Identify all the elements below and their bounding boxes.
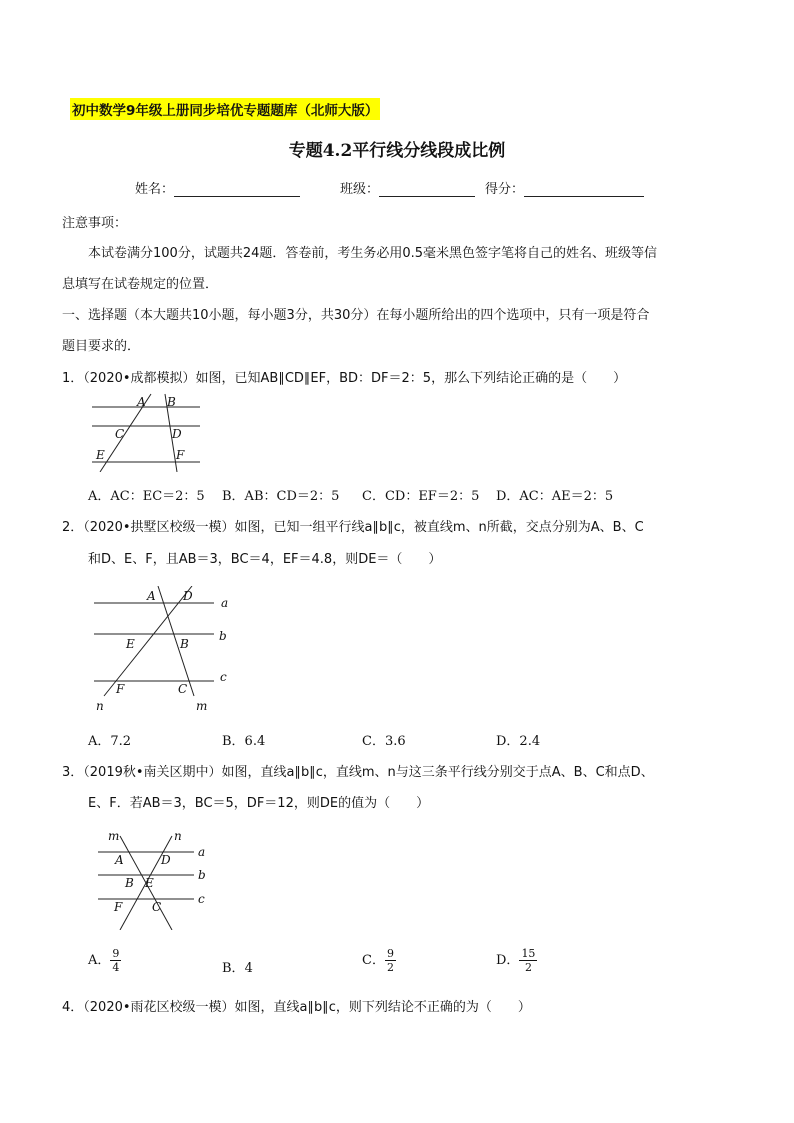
q2-option-d[interactable]: D．2.4 <box>496 734 541 749</box>
q1-label-b: B <box>167 395 176 409</box>
q3-option-c-numerator: 9 <box>386 947 394 960</box>
notice-line-1: 本试卷满分100分，试题共24题．答卷前，考生务必用0.5毫米黑色签字笔将自己的姓名、班级等信 <box>88 246 658 261</box>
q2-label-line-c: c <box>220 670 227 684</box>
page-title: 专题4.2平行线分线段成比例 <box>288 141 506 161</box>
class-field <box>340 178 475 197</box>
q3-option-c-denominator: 2 <box>386 961 394 974</box>
q2-figure <box>88 586 238 714</box>
section-heading-1: 一、选择题（本大题共10小题，每小题3分，共30分）在每小题所给出的四个选项中，只有一项是符合 <box>62 308 650 323</box>
q3-label-d: D <box>161 853 171 867</box>
q3-label-e: E <box>145 876 154 890</box>
q3-label-line-a: a <box>198 845 206 859</box>
q2-label-b: B <box>180 637 189 651</box>
q1-label-f: F <box>176 448 185 462</box>
name-field <box>135 178 300 197</box>
q3-label-line-b: b <box>198 868 206 882</box>
q2-option-a[interactable]: A．7.2 <box>88 734 132 749</box>
q2-label-line-a: a <box>221 596 229 610</box>
q3-stem-line-1: 3．（2019秋•南关区期中）如图，直线a∥b∥c，直线m、n与这三条平行线分别交于点A、B、C和点D、 <box>62 765 654 780</box>
q3-option-b[interactable] <box>222 957 253 976</box>
q3-stem-line-2: E、F．若AB＝3，BC＝5，DF＝12，则DE的值为（ ） <box>88 796 430 811</box>
q1-figure <box>86 390 216 472</box>
q3-option-d[interactable] <box>496 947 537 974</box>
q1-label-a: A <box>137 395 146 409</box>
q2-label-line-b: b <box>219 629 227 643</box>
q1-option-a[interactable]: A．AC：EC＝2：5 <box>88 489 205 504</box>
q3-label-line-c: c <box>198 892 205 906</box>
q2-label-f: F <box>116 682 125 696</box>
name-label: 姓名： <box>135 182 175 197</box>
q2-stem-line-1: 2．（2020•拱墅区校级一模）如图，已知一组平行线a∥b∥c，被直线m、n所截，交点分别为A、B、C <box>62 520 644 535</box>
q3-option-c[interactable] <box>362 947 396 974</box>
q2-stem-line-2: 和D、E、F，且AB＝3，BC＝4，EF＝4.8，则DE＝（ ） <box>88 552 442 567</box>
q1-option-c[interactable]: C．CD：EF＝2：5 <box>362 489 480 504</box>
notice-heading: 注意事项： <box>62 216 128 231</box>
q1-option-d[interactable]: D．AC：AE＝2：5 <box>496 489 614 504</box>
q3-label-n: n <box>174 829 182 843</box>
section-heading-2: 题目要求的． <box>62 339 141 354</box>
q4-stem: 4．（2020•雨花区校级一模）如图，直线a∥b∥c，则下列结论不正确的为（ ） <box>62 1000 531 1015</box>
q3-option-a-denominator: 4 <box>112 961 120 974</box>
class-label: 班级： <box>340 182 380 197</box>
q3-label-c: C <box>152 900 162 914</box>
q2-label-m: m <box>196 699 208 713</box>
q3-label-b: B <box>125 876 134 890</box>
q3-label-f: F <box>114 900 123 914</box>
q1-option-b[interactable]: B．AB：CD＝2：5 <box>222 489 340 504</box>
q3-label-a: A <box>115 853 124 867</box>
q2-label-c: C <box>178 682 188 696</box>
score-field <box>485 178 644 197</box>
q3-option-d-numerator: 15 <box>521 947 536 960</box>
q3-option-b-value: 4 <box>244 961 253 976</box>
q3-option-d-fraction <box>519 947 537 974</box>
q3-figure <box>92 826 222 930</box>
class-blank[interactable] <box>379 182 475 197</box>
q3-option-a[interactable] <box>88 947 121 974</box>
score-blank[interactable] <box>524 182 644 197</box>
q1-label-d: D <box>172 427 182 441</box>
q2-label-a: A <box>147 589 156 603</box>
q3-option-a-prefix: A． <box>88 953 111 968</box>
q1-stem: 1．（2020•成都模拟）如图，已知AB∥CD∥EF，BD：DF＝2：5，那么下列结论正确的是（ ） <box>62 371 627 386</box>
q2-label-d: D <box>183 589 193 603</box>
q2-option-c[interactable]: C．3.6 <box>362 734 406 749</box>
q3-label-m: m <box>108 829 120 843</box>
q3-option-d-denominator: 2 <box>524 961 532 974</box>
q3-option-c-fraction <box>385 947 396 974</box>
q1-label-c: C <box>115 427 125 441</box>
q2-label-n: n <box>96 699 104 713</box>
series-banner: 初中数学9年级上册同步培优专题题库（北师大版） <box>70 98 380 120</box>
q3-option-c-prefix: C． <box>362 953 385 968</box>
notice-line-2: 息填写在试卷规定的位置． <box>62 277 219 292</box>
name-blank[interactable] <box>174 182 300 197</box>
q3-option-d-prefix: D． <box>496 953 520 968</box>
q2-label-e: E <box>126 637 135 651</box>
q3-option-a-fraction <box>110 947 121 974</box>
score-label: 得分： <box>485 182 525 197</box>
q2-option-b[interactable]: B．6.4 <box>222 734 266 749</box>
q3-option-b-prefix: B． <box>222 961 245 976</box>
q3-option-a-numerator: 9 <box>112 947 120 960</box>
q1-label-e: E <box>96 448 105 462</box>
